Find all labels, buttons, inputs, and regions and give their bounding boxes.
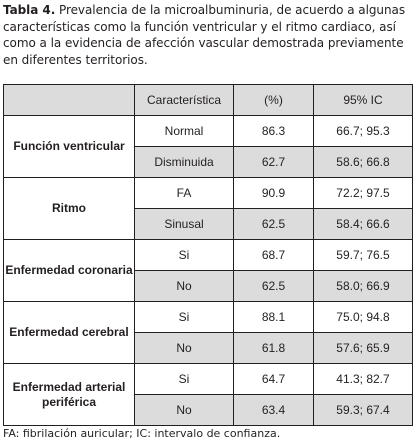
header-percent: (%) (234, 85, 314, 116)
ci-cell: 41.3; 82.7 (314, 364, 413, 395)
table-row (4, 240, 413, 271)
group-label: Enfermedad coronaria (4, 240, 135, 302)
characteristic-cell: Normal (135, 116, 234, 147)
ci-cell: 58.4; 66.6 (314, 209, 413, 240)
group-label: Enfermedad cerebral (4, 302, 135, 364)
characteristic-cell: No (135, 271, 234, 302)
table-footnote: FA: fibrilación auricular; IC: intervalo de confianza. (3, 427, 281, 440)
caption-text: Prevalencia de la microalbuminuria, de acuerdo a algunas características como la función ventricular y el ritmo cardiaco, así como a la evidencia de afección vascular demostrada previamente en diferentes territorios. (3, 3, 406, 67)
percent-cell: 61.8 (234, 333, 314, 364)
ci-cell: 59.7; 76.5 (314, 240, 413, 271)
header-characteristic: Característica (135, 85, 234, 116)
ci-cell: 75.0; 94.8 (314, 302, 413, 333)
characteristic-cell: No (135, 395, 234, 426)
table-row (4, 116, 413, 147)
characteristic-cell: Sinusal (135, 209, 234, 240)
ci-cell: 58.6; 66.8 (314, 147, 413, 178)
header-ci: 95% IC (314, 85, 413, 116)
percent-cell: 90.9 (234, 178, 314, 209)
caption-label: Tabla 4. (3, 3, 56, 17)
table-header-row (4, 85, 413, 116)
characteristic-cell: Disminuida (135, 147, 234, 178)
characteristic-cell: Si (135, 364, 234, 395)
table-row (4, 364, 413, 395)
percent-cell: 86.3 (234, 116, 314, 147)
percent-cell: 88.1 (234, 302, 314, 333)
ci-cell: 72.2; 97.5 (314, 178, 413, 209)
characteristic-cell: Si (135, 302, 234, 333)
characteristic-cell: Si (135, 240, 234, 271)
percent-cell: 62.7 (234, 147, 314, 178)
ci-cell: 59.3; 67.4 (314, 395, 413, 426)
table-caption (3, 2, 413, 68)
table-row (4, 302, 413, 333)
percent-cell: 63.4 (234, 395, 314, 426)
characteristic-cell: FA (135, 178, 234, 209)
group-label: Ritmo (4, 178, 135, 240)
prevalence-table (3, 84, 413, 426)
header-group (4, 85, 135, 116)
group-label: Función ventricular (4, 116, 135, 178)
group-label: Enfermedad arterial periférica (4, 364, 135, 426)
ci-cell: 57.6; 65.9 (314, 333, 413, 364)
table-row (4, 178, 413, 209)
percent-cell: 68.7 (234, 240, 314, 271)
ci-cell: 58.0; 66.9 (314, 271, 413, 302)
percent-cell: 62.5 (234, 209, 314, 240)
percent-cell: 64.7 (234, 364, 314, 395)
percent-cell: 62.5 (234, 271, 314, 302)
characteristic-cell: No (135, 333, 234, 364)
ci-cell: 66.7; 95.3 (314, 116, 413, 147)
